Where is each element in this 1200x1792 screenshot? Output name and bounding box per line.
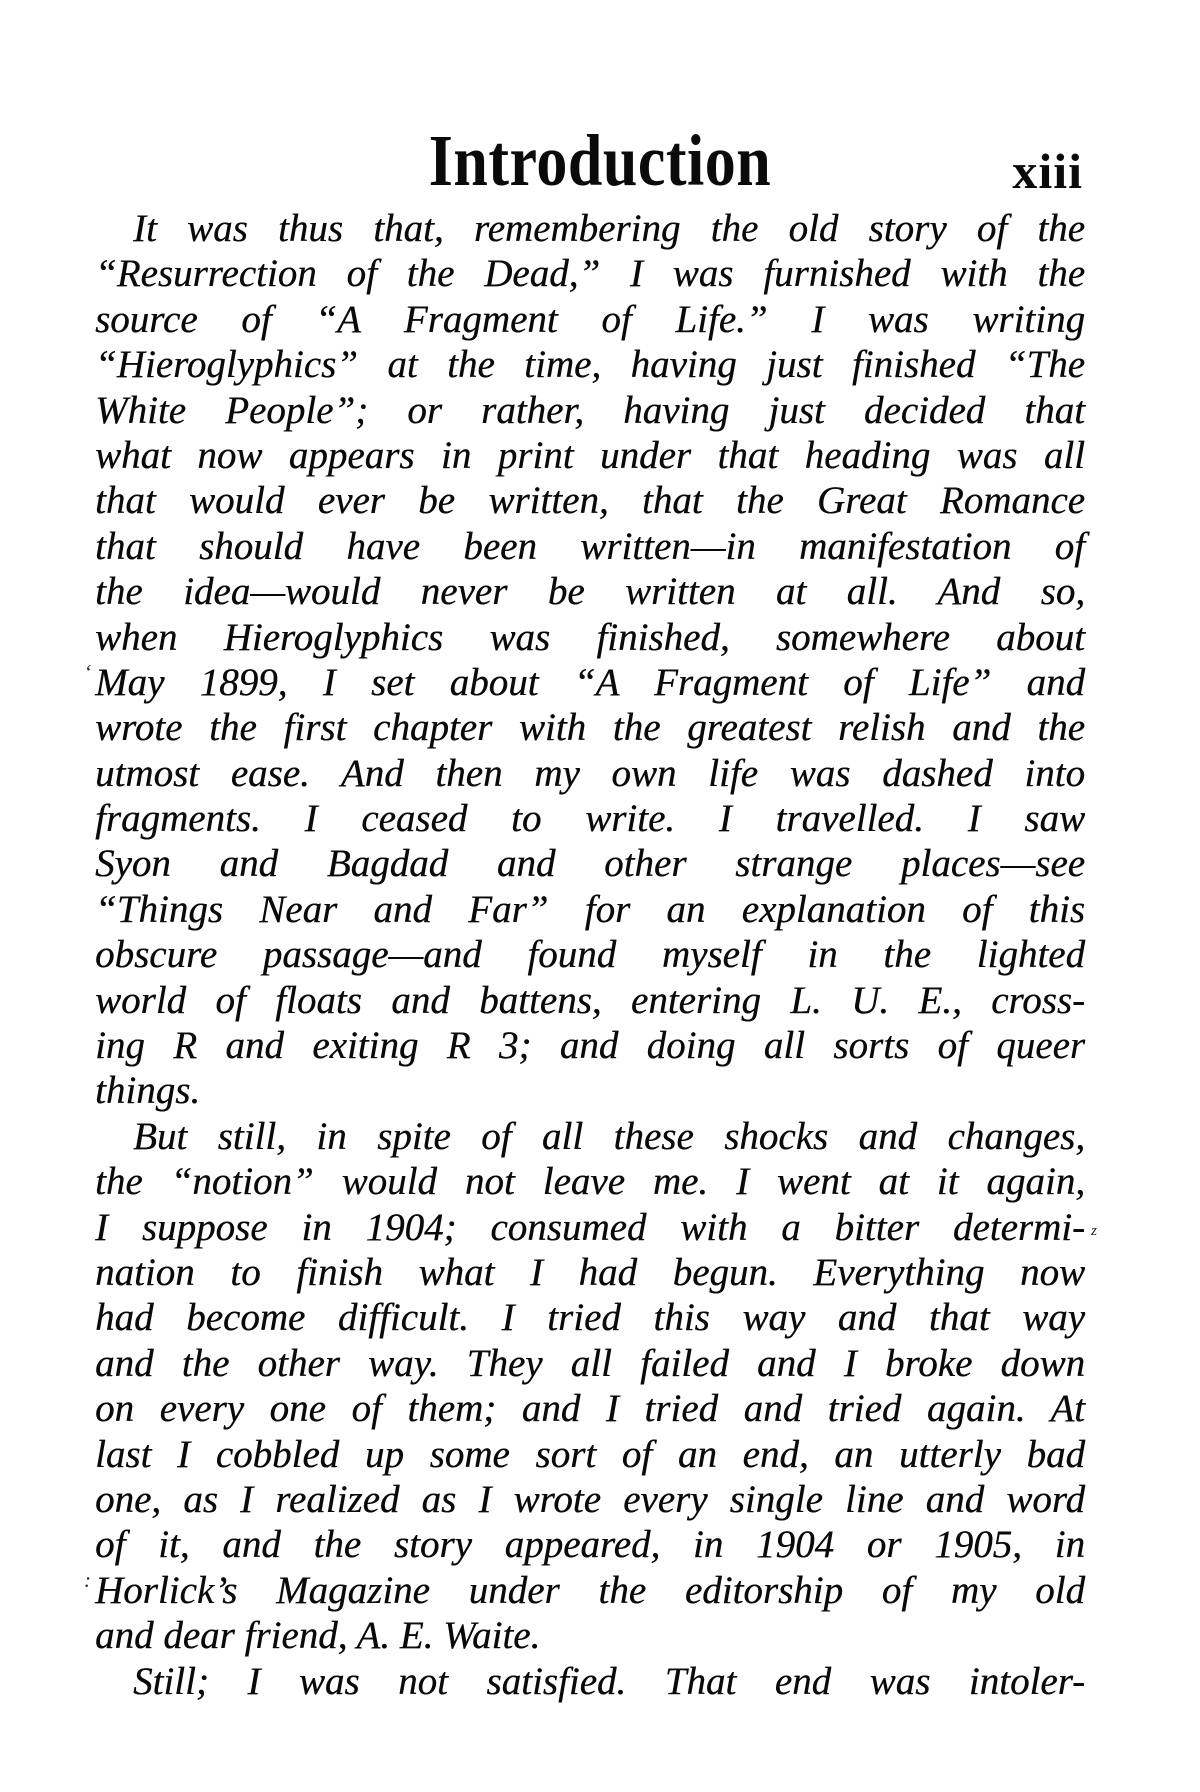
text-line: : Horlick’s Magazine under the editorship of my old: [84, 1567, 1085, 1612]
page-number: xiii: [1012, 143, 1083, 199]
text-line: and dear friend, A. E. Waite.: [95, 1614, 541, 1658]
text-line: that should have been written—in manifestation of: [95, 524, 1085, 568]
text-line: when Hieroglyphics was finished, somewhere about: [95, 615, 1085, 659]
text-line: and the other way. They all failed and I broke down: [95, 1341, 1085, 1385]
text-line: Syon and Bagdad and other strange places—see: [95, 842, 1085, 886]
text-line: that would ever be written, that the Great Romance: [95, 479, 1085, 523]
chapter-title: Introduction: [428, 121, 772, 202]
text-line: what now appears in print under that heading was all: [95, 433, 1085, 477]
ink-artifact: ‘: [84, 659, 91, 684]
text-line: I suppose in 1904; consumed with a bitter determi- z: [95, 1205, 1097, 1249]
ink-artifact: z: [1091, 1222, 1097, 1239]
text-line: ‘ May 1899, I set about “A Fragment of Life” and: [84, 659, 1085, 704]
text-line: But still, in spite of all these shocks and changes,: [133, 1114, 1085, 1158]
text-line: White People”; or rather, having just decided that: [95, 388, 1085, 432]
ink-artifact: :: [84, 1567, 91, 1592]
text-line: fragments. I ceased to write. I travelled. I saw: [95, 797, 1085, 841]
text-line: on every one of them; and I tried and tried again. At: [95, 1387, 1085, 1431]
text-line: “Resurrection of the Dead,” I was furnished with the: [95, 252, 1085, 296]
text-line: obscure passage—and found myself in the lighted: [95, 933, 1085, 977]
text-line: last I cobbled up some sort of an end, an utterly bad: [95, 1432, 1085, 1476]
text-line: had become difficult. I tried this way and that way: [95, 1296, 1085, 1340]
text-line: wrote the first chapter with the greatest relish and the: [95, 706, 1085, 750]
text-line: utmost ease. And then my own life was dashed into: [95, 751, 1085, 795]
text-line: the idea—would never be written at all. And so,: [95, 570, 1085, 614]
text-line: one, as I realized as I wrote every single line and word: [95, 1477, 1085, 1521]
text-line: Still; I was not satisfied. That end was intoler-: [133, 1659, 1085, 1703]
text-line: “Hieroglyphics” at the time, having just finished “The: [95, 343, 1085, 387]
text-line: “Things Near and Far” for an explanation of this: [95, 887, 1085, 931]
text-line: ing R and exiting R 3; and doing all sorts of queer: [95, 1024, 1085, 1068]
text-line: things.: [95, 1069, 201, 1113]
text-line: source of “A Fragment of Life.” I was writing: [95, 297, 1085, 341]
text-line: the “notion” would not leave me. I went at it again,: [95, 1160, 1085, 1204]
page-header: [0, 0, 1200, 200]
text-line: world of floats and battens, entering L. U. E., cross-: [95, 978, 1085, 1022]
text-line: It was thus that, remembering the old story of the: [133, 207, 1085, 250]
body-text: [84, 206, 1097, 1704]
text-line: nation to finish what I had begun. Everything now: [95, 1250, 1085, 1294]
text-line: of it, and the story appeared, in 1904 or 1905, in: [95, 1523, 1085, 1567]
